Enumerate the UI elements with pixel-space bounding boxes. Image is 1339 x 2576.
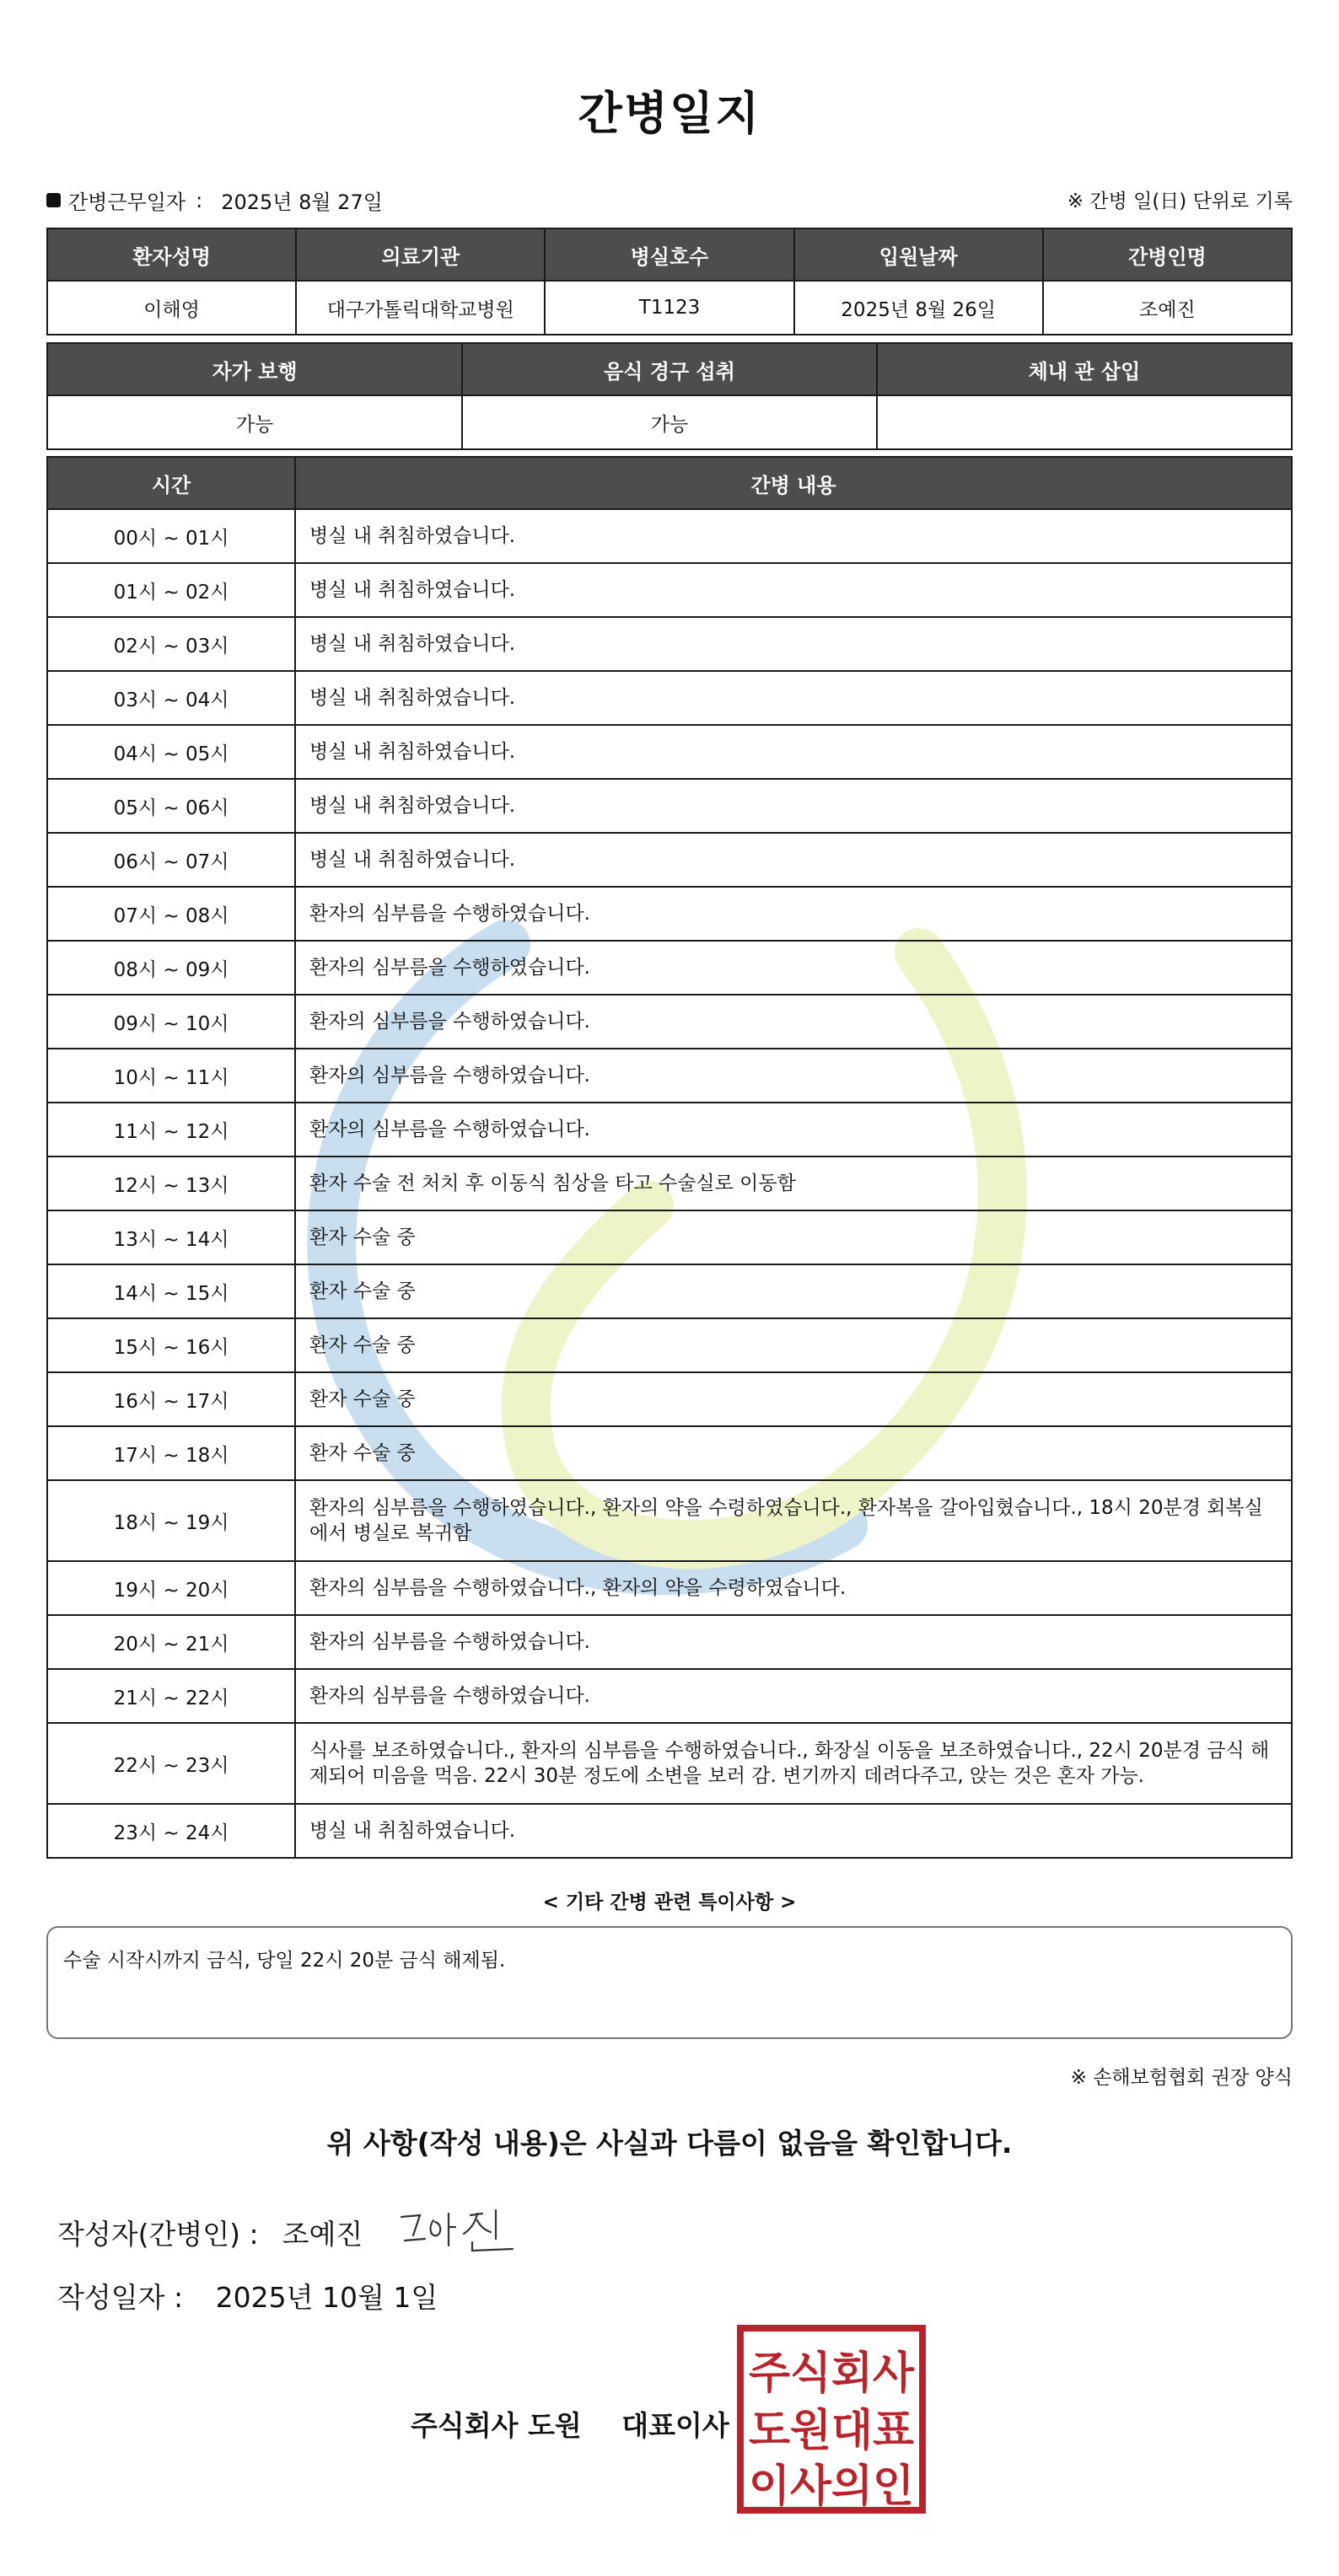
content-cell: 환자 수술 중 [295,1426,1292,1480]
table-row [47,833,1292,887]
table-row [47,1804,1292,1858]
writer-line [57,2213,363,2252]
header-admission-date: 입원날짜 [794,228,1043,281]
table-row [47,1615,1292,1669]
time-cell: 09시 ~ 10시 [47,995,295,1049]
header-oral-intake: 음식 경구 섭취 [462,343,877,395]
time-cell: 04시 ~ 05시 [47,725,295,779]
table-row [47,1669,1292,1723]
content-cell: 병실 내 취침하였습니다. [295,833,1292,887]
time-cell: 07시 ~ 08시 [47,887,295,941]
content-cell: 환자 수술 중 [295,1318,1292,1372]
table-row [47,725,1292,779]
content-cell: 병실 내 취침하였습니다. [295,509,1292,563]
time-cell: 06시 ~ 07시 [47,833,295,887]
write-date-line [57,2276,438,2316]
time-cell: 11시 ~ 12시 [47,1103,295,1157]
time-cell: 14시 ~ 15시 [47,1264,295,1318]
content-cell: 병실 내 취침하였습니다. [295,1804,1292,1858]
content-cell: 환자의 심부름을 수행하였습니다. [295,995,1292,1049]
time-cell: 15시 ~ 16시 [47,1318,295,1372]
content-cell: 병실 내 취침하였습니다. [295,563,1292,617]
content-cell: 병실 내 취침하였습니다. [295,671,1292,725]
work-date-colon: : [196,188,203,212]
content-cell: 환자 수술 전 처치 후 이동식 침상을 타고 수술실로 이동함 [295,1157,1292,1210]
company-representative: 대표이사 [621,2409,729,2442]
table-row [47,1480,1292,1561]
table-row [47,887,1292,941]
record-note: ※ 간병 일(日) 단위로 기록 [1067,191,1293,212]
content-cell: 환자의 심부름을 수행하였습니다. [295,887,1292,941]
form-note: ※ 손해보험협회 권장 양식 [1070,2067,1293,2089]
table-row [47,671,1292,725]
table-row [47,995,1292,1049]
content-cell: 식사를 보조하였습니다., 환자의 심부름을 수행하였습니다., 화장실 이동을 보조하였습니다., 22시 20분경 금식 해제되어 미음을 먹음. 22시 30분 정도에 소변을 보러 감. 변기까지 데려다주고, 앉는 것은 혼자 가능. [295,1723,1292,1804]
header-care-content: 간병 내용 [295,457,1292,509]
company-line [411,2404,729,2444]
table-row [47,1264,1292,1318]
content-cell: 병실 내 취침하였습니다. [295,779,1292,833]
content-cell: 환자의 심부름을 수행하였습니다. [295,1615,1292,1669]
notes-title: < 기타 간병 관련 특이사항 > [542,1892,797,1913]
table-row [47,1426,1292,1480]
header-caregiver-name: 간병인명 [1043,228,1292,281]
meta-row [46,185,1293,219]
time-cell: 22시 ~ 23시 [47,1723,295,1804]
notes-box [46,1926,1293,2039]
time-cell: 03시 ~ 04시 [47,671,295,725]
time-cell: 05시 ~ 06시 [47,779,295,833]
write-date-label: 작성일자 : [57,2281,184,2314]
patient-name: 이해영 [47,281,296,335]
time-cell: 02시 ~ 03시 [47,617,295,671]
content-cell: 환자 수술 중 [295,1210,1292,1264]
patient-status-table [46,342,1293,450]
time-cell: 23시 ~ 24시 [47,1804,295,1858]
care-log-table [46,456,1293,1859]
table-row [47,563,1292,617]
table-row [47,1157,1292,1210]
confirmation-statement: 위 사항(작성 내용)은 사실과 다름이 없음을 확인합니다. [326,2127,1013,2160]
work-date-label: 간병근무일자 [68,191,186,214]
patient-info-table [46,228,1293,335]
header-self-walking: 자가 보행 [47,343,462,395]
content-cell: 환자의 심부름을 수행하였습니다. [295,941,1292,995]
work-date [46,185,383,215]
content-cell: 환자 수술 중 [295,1372,1292,1426]
time-cell: 08시 ~ 09시 [47,941,295,995]
oral-intake: 가능 [462,395,877,449]
content-cell: 환자의 심부름을 수행하였습니다., 환자의 약을 수령하였습니다. [295,1561,1292,1615]
table-row [47,617,1292,671]
work-date-value: 2025년 8월 27일 [221,191,383,214]
room-number: T1123 [545,281,793,335]
table-row [47,1210,1292,1264]
table-row [47,509,1292,563]
company-seal-stamp [736,2324,927,2514]
square-bullet-icon [46,193,61,207]
writer-label: 작성자(간병인) : [57,2218,259,2251]
time-cell: 16시 ~ 17시 [47,1372,295,1426]
header-hospital: 의료기관 [296,228,545,281]
time-cell: 01시 ~ 02시 [47,563,295,617]
table-row [47,1103,1292,1157]
header-time: 시간 [47,457,295,509]
tube-insertion [877,395,1292,449]
table-row [47,1049,1292,1103]
time-cell: 18시 ~ 19시 [47,1480,295,1561]
time-cell: 12시 ~ 13시 [47,1157,295,1210]
time-cell: 20시 ~ 21시 [47,1615,295,1669]
table-row [47,1723,1292,1804]
table-row [47,1372,1292,1426]
document-title: 간병일지 [578,87,761,140]
content-cell: 병실 내 취침하였습니다. [295,725,1292,779]
content-cell: 환자 수술 중 [295,1264,1292,1318]
time-cell: 00시 ~ 01시 [47,509,295,563]
header-tube-insertion: 체내 관 삽입 [877,343,1292,395]
time-cell: 10시 ~ 11시 [47,1049,295,1103]
table-row [47,779,1292,833]
writer-name: 조예진 [282,2218,363,2251]
table-row [47,1561,1292,1615]
admission-date: 2025년 8월 26일 [794,281,1043,335]
content-cell: 환자의 심부름을 수행하였습니다., 환자의 약을 수령하였습니다., 환자복을 갈아입혔습니다., 18시 20분경 회복실에서 병실로 복귀함 [295,1480,1292,1561]
time-cell: 19시 ~ 20시 [47,1561,295,1615]
handwritten-signature [395,2202,521,2261]
time-cell: 21시 ~ 22시 [47,1669,295,1723]
time-cell: 13시 ~ 14시 [47,1210,295,1264]
company-name: 주식회사 도원 [411,2409,582,2442]
self-walking: 가능 [47,395,462,449]
content-cell: 환자의 심부름을 수행하였습니다. [295,1103,1292,1157]
caregiver-name: 조예진 [1043,281,1292,335]
content-cell: 병실 내 취침하였습니다. [295,617,1292,671]
write-date-value: 2025년 10월 1일 [215,2281,438,2314]
hospital: 대구가톨릭대학교병원 [296,281,545,335]
header-patient-name: 환자성명 [47,228,296,281]
content-cell: 환자의 심부름을 수행하였습니다. [295,1669,1292,1723]
content-cell: 환자의 심부름을 수행하였습니다. [295,1049,1292,1103]
svg-text:주식회사: 주식회사 [749,2348,915,2399]
notes-content: 수술 시작시까지 금식, 당일 22시 20분 금식 해제됨. [63,1950,506,1972]
svg-text:도원대표: 도원대표 [749,2406,914,2456]
table-row [47,1318,1292,1372]
header-room: 병실호수 [545,228,793,281]
time-cell: 17시 ~ 18시 [47,1426,295,1480]
table-row [47,941,1292,995]
svg-text:이사의인: 이사의인 [749,2461,914,2512]
